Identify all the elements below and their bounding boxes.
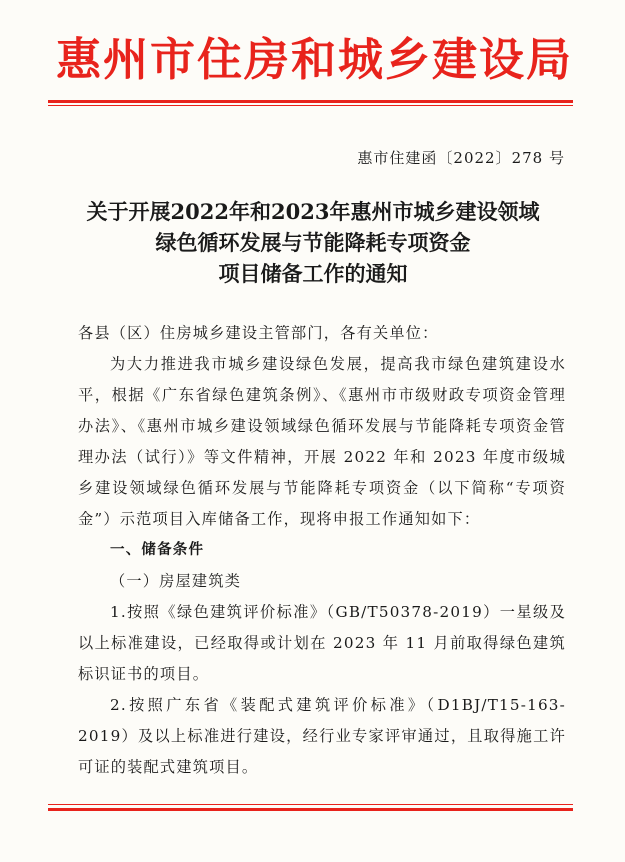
footer-red-rule — [48, 808, 573, 811]
document-number: 惠市住建函〔2022〕278 号 — [357, 149, 565, 167]
footer-red-rule-thin — [48, 804, 573, 805]
letterhead-agency-name: 惠州市住房和城乡建设局 — [55, 33, 573, 86]
title-line-1: 关于开展2022年和2023年惠州市城乡建设领域 — [86, 199, 540, 224]
letterhead-red-rule — [48, 100, 573, 103]
title-line-2: 绿色循环发展与节能降耗专项资金 — [155, 230, 471, 255]
document-title — [48, 196, 578, 289]
letterhead-red-rule-thin — [48, 105, 573, 106]
intro-paragraph: 为大力推进我市城乡建设绿色发展，提高我市绿色建筑建设水平，根据《广东省绿色建筑条例》、《惠州市市级财政专项资金管理办法》、《惠州市城乡建设领域绿色循环发展与节能降耗专项资金管理办法（试行）》等文件精神，开展 2022 年和 2023 年度市级城乡建设领域绿色循环发展与节能降耗专项资金（以下简称“专项资金”）示范项目入库储备工作，现将申报工作通知如下： — [78, 355, 566, 528]
list-item-1: 1.按照《绿色建筑评价标准》（GB/T50378-2019）一星级及以上标准建设，已经取得或计划在 2023 年 11 月前取得绿色建筑标识证书的项目。 — [78, 603, 566, 683]
section-heading: 一、储备条件 — [110, 542, 205, 558]
list-item-2: 2.按照广东省《装配式建筑评价标准》（D1BJ/T15-163-2019）及以上标准进行建设，经行业专家评审通过，且取得施工许可证的装配式建筑项目。 — [78, 696, 566, 776]
document-body — [78, 318, 566, 783]
salutation: 各县（区）住房城乡建设主管部门，各有关单位： — [78, 324, 439, 342]
subsection-heading: （一）房屋建筑类 — [110, 572, 242, 590]
title-line-3: 项目储备工作的通知 — [218, 261, 408, 286]
